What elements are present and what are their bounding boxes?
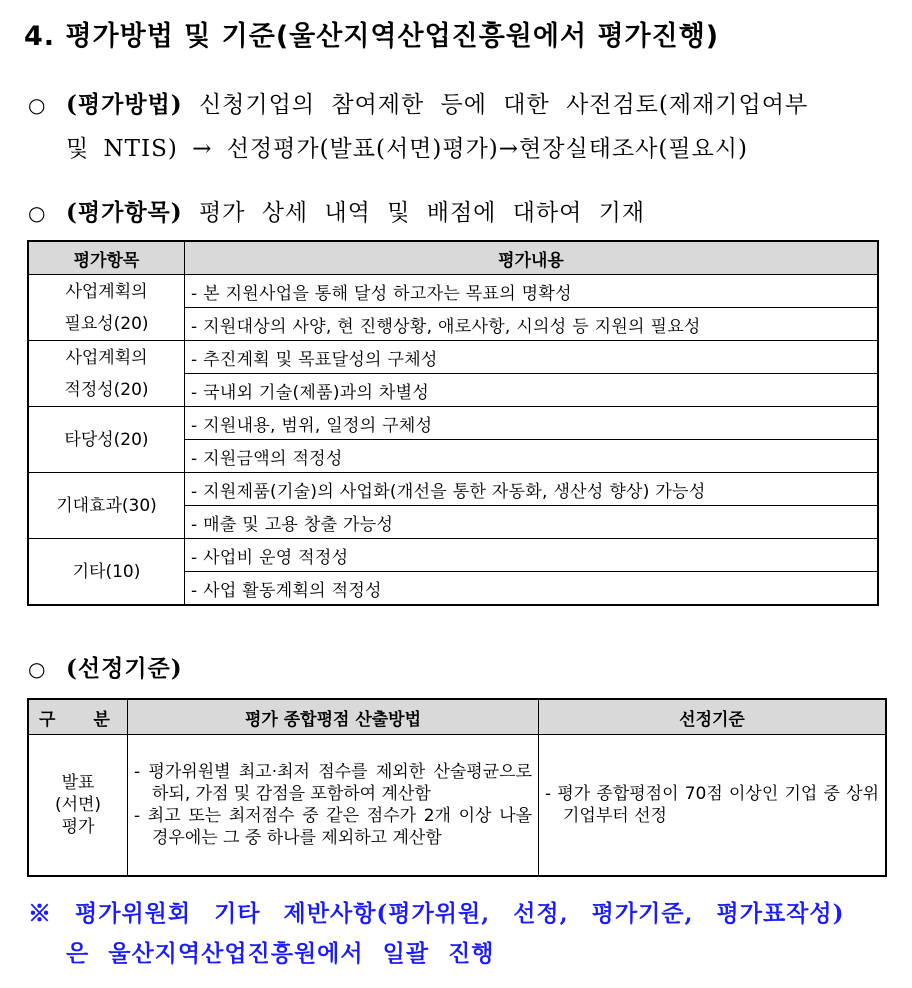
circle-bullet-icon: ○	[28, 657, 47, 681]
eval-category: 기대효과(30)	[28, 473, 185, 539]
eval-content-item: - 지원금액의 적정성	[185, 440, 879, 473]
circle-bullet-icon: ○	[28, 93, 47, 117]
items-label: (평가항목)	[66, 199, 183, 226]
eval-content-item: - 사업비 운영 적정성	[185, 539, 879, 572]
table-row	[28, 473, 878, 506]
eval-content-item: - 지원내용, 범위, 일정의 구체성	[185, 407, 879, 440]
criteria-bullet	[28, 650, 183, 683]
method-text-line2: 및 NTIS) → 선정평가(발표(서면)평가)→현장실태조사(필요시)	[66, 136, 748, 162]
eval-content-item: - 지원제품(기술)의 사업화(개선을 통한 자동화, 생산성 향상) 가능성	[185, 473, 879, 506]
criteria-label: (선정기준)	[66, 655, 183, 682]
method-cell	[128, 735, 539, 877]
table-row	[28, 539, 878, 572]
eval-content-item: - 매출 및 고용 창출 가능성	[185, 506, 879, 539]
eval-content-item: - 본 지원사업을 통해 달성 하고자는 목표의 명확성	[185, 275, 879, 308]
eval-content-item: - 사업 활동계획의 적정성	[185, 572, 879, 606]
header-eval-content: 평가내용	[185, 241, 879, 275]
header-score-method: 평가 종합평점 산출방법	[128, 699, 539, 735]
eval-category: 타당성(20)	[28, 407, 185, 473]
table-row	[28, 407, 878, 440]
method-text-line1: 신청기업의 참여제한 등에 대한 사전검토(제재기업여부	[198, 92, 809, 118]
method-item: - 평가위원별 최고·최저 점수를 제외한 산술평균으로 하되, 가점 및 감점을 포함하여 계산함	[134, 762, 532, 804]
method-bullet	[28, 86, 808, 119]
criteria-text: - 평가 종합평점이 70점 이상인 기업 중 상위기업부터 선정	[545, 784, 879, 826]
method-item: - 최고 또는 최저점수 중 같은 점수가 2개 이상 나올 경우에는 그 중 하나를 제외하고 계산함	[134, 806, 532, 848]
table-row	[28, 735, 886, 877]
items-text: 평가 상세 내역 및 배점에 대하여 기재	[198, 200, 646, 226]
header-criteria: 선정기준	[539, 699, 887, 735]
eval-content-item: - 추진계획 및 목표달성의 구체성	[185, 341, 879, 374]
selection-table	[27, 698, 887, 877]
note-line1: ※ 평가위원회 기타 제반사항(평가위원, 선정, 평가기준, 평가표작성)	[28, 900, 845, 927]
header-eval-item: 평가항목	[28, 241, 185, 275]
table-row	[28, 341, 878, 374]
header-division: 구 분	[28, 699, 128, 735]
criteria-cell	[539, 735, 887, 877]
circle-bullet-icon: ○	[28, 201, 47, 225]
note-line2: 은 울산지역산업진흥원에서 일괄 진행	[66, 940, 495, 967]
eval-content-item: - 지원대상의 사양, 현 진행상황, 애로사항, 시의성 등 지원의 필요성	[185, 308, 879, 341]
eval-content-item: - 국내외 기술(제품)과의 차별성	[185, 374, 879, 407]
evaluation-table	[27, 240, 879, 606]
eval-category: 사업계획의 필요성(20)	[28, 275, 185, 341]
items-bullet	[28, 194, 645, 227]
section-heading: 4. 평가방법 및 기준(울산지역산업진흥원에서 평가진행)	[24, 21, 720, 52]
row-label: 발표 (서면) 평가	[28, 735, 128, 877]
method-label: (평가방법)	[66, 91, 183, 118]
table-row	[28, 275, 878, 308]
eval-category: 사업계획의 적정성(20)	[28, 341, 185, 407]
eval-category: 기타(10)	[28, 539, 185, 606]
